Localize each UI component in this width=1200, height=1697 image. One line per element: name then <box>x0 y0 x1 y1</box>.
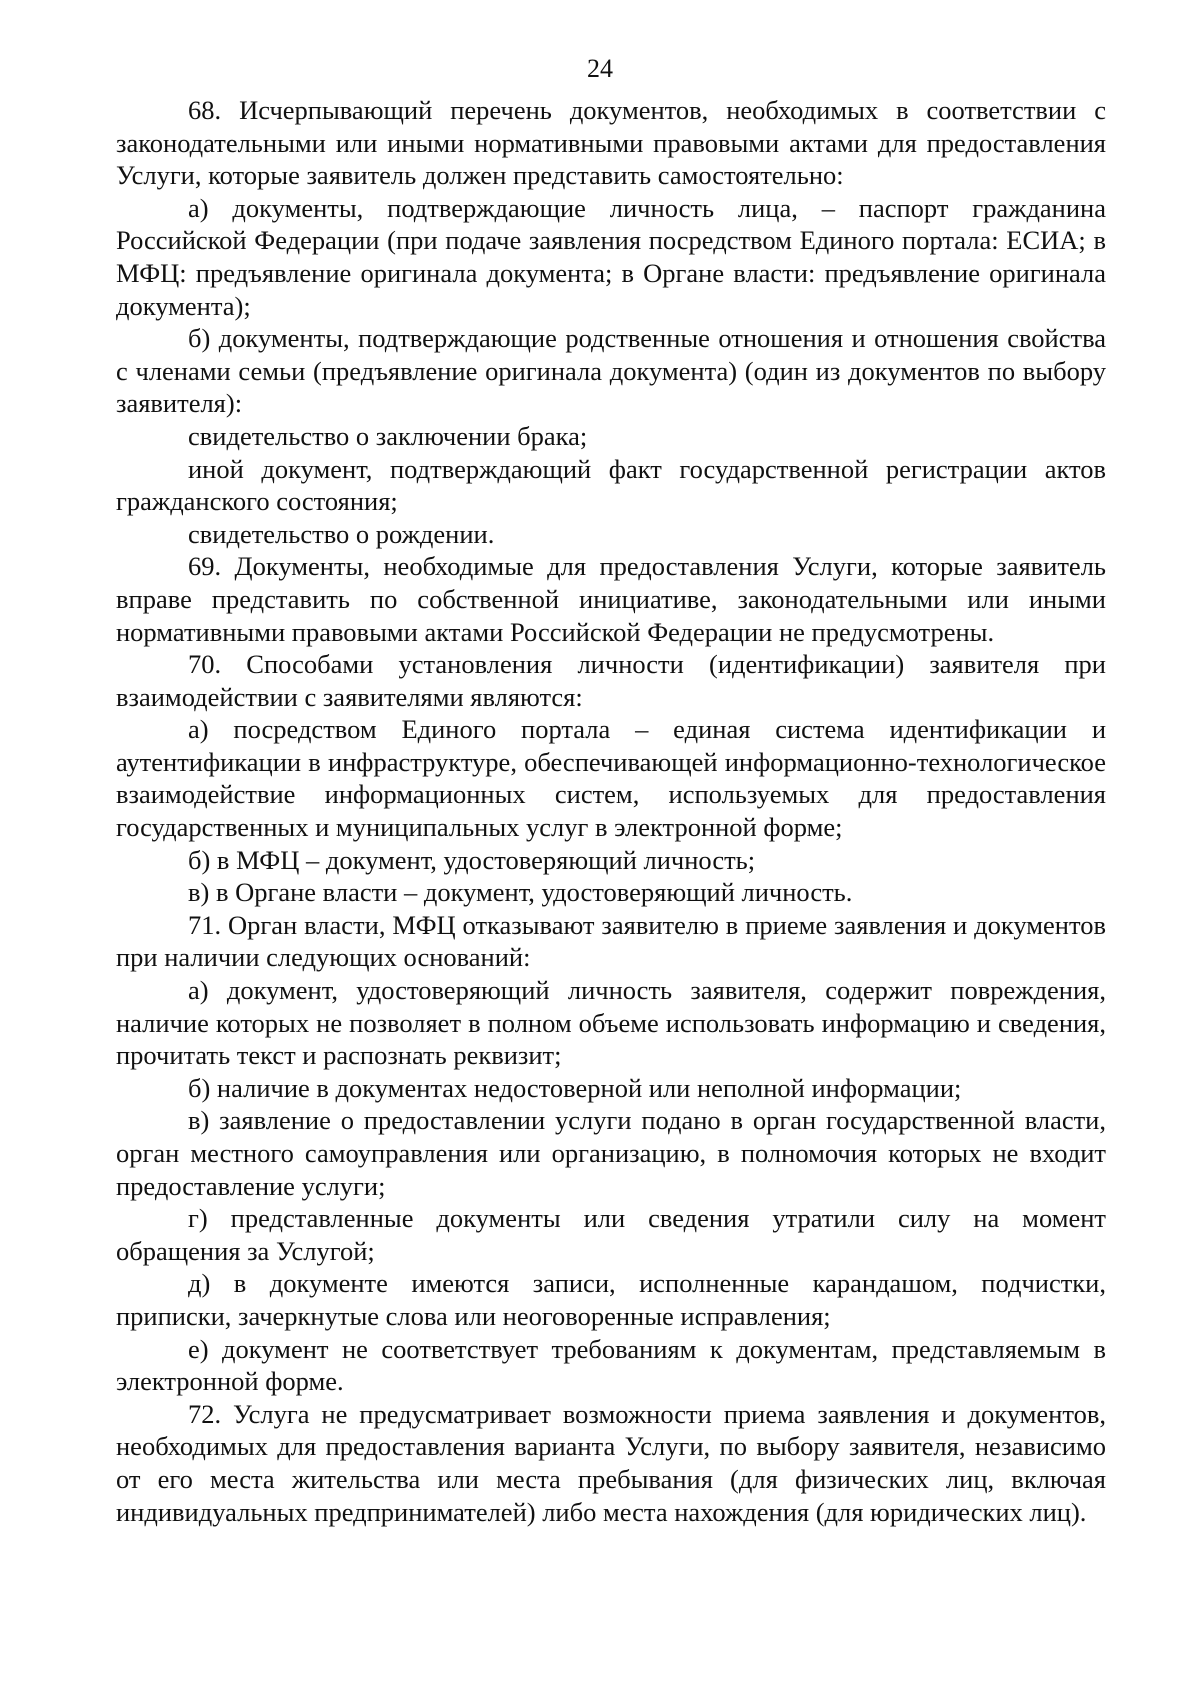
paragraph-71-d: д) в документе имеются записи, исполненные карандашом, подчистки, приписки, зачеркнутые слова или неоговоренные исправления; <box>116 1268 1106 1331</box>
paragraph-71-a: а) документ, удостоверяющий личность заявителя, содержит повреждения, наличие которых не позволяет в полном объеме использовать информацию и сведения, прочитать текст и распознать реквизит; <box>116 975 1106 1071</box>
paragraph-71-b: б) наличие в документах недостоверной или неполной информации; <box>188 1072 962 1103</box>
paragraph-70-a: а) посредством Единого портала – единая система идентификации и аутентификации в инфраструктуре, обеспечивающей информационно-технологическое взаимодействие информационных систем, используемых для предоставления государственных и муниципальных услуг в электронной форме; <box>116 714 1106 843</box>
paragraph-70-b: б) в МФЦ – документ, удостоверяющий личность; <box>188 844 756 875</box>
paragraph-71-v: в) заявление о предоставлении услуги подано в орган государственной власти, орган местного самоуправления или организацию, в полномочия которых не входит предоставление услуги; <box>116 1105 1106 1201</box>
paragraph-68-b: б) документы, подтверждающие родственные отношения и отношения свойства с членами семьи (предъявление оригинала документа) (один из документов по выбору заявителя): <box>116 323 1106 419</box>
page-number: 24 <box>587 54 613 83</box>
paragraph-69: 69. Документы, необходимые для предоставления Услуги, которые заявитель вправе представить по собственной инициативе, законодательными или иными нормативными правовыми актами Российской Федерации не предусмотрены. <box>116 551 1106 647</box>
paragraph-71-e: е) документ не соответствует требованиям к документам, представляемым в электронной форме. <box>116 1333 1106 1397</box>
paragraph-70-v: в) в Органе власти – документ, удостоверяющий личность. <box>188 877 853 908</box>
paragraph-71: 71. Орган власти, МФЦ отказывают заявителю в приеме заявления и документов при наличии следующих оснований: <box>116 909 1106 973</box>
list-item-birth-certificate: свидетельство о рождении. <box>188 518 495 549</box>
paragraph-70: 70. Способами установления личности (идентификации) заявителя при взаимодействии с заявителями являются: <box>116 649 1106 712</box>
list-item-marriage-certificate: свидетельство о заключении брака; <box>188 420 588 451</box>
paragraph-72: 72. Услуга не предусматривает возможности приема заявления и документов, необходимых для предоставления варианта Услуги, по выбору заявителя, независимо от его места жительства или места пребывания (для физических лиц, включая индивидуальных предпринимателей) либо места нахождения (для юридических лиц). <box>116 1398 1106 1527</box>
list-item-civil-status-document: иной документ, подтверждающий факт государственной регистрации актов гражданского состояния; <box>116 453 1106 517</box>
document-body <box>116 94 1106 1528</box>
paragraph-71-g: г) представленные документы или сведения утратили силу на момент обращения за Услугой; <box>116 1203 1106 1266</box>
paragraph-68: 68. Исчерпывающий перечень документов, необходимых в соответствии с законодательными или иными нормативными правовыми актами для предоставления Услуги, которые заявитель должен представить самостоятельно: <box>116 95 1106 191</box>
paragraph-68-a: а) документы, подтверждающие личность лица, – паспорт гражданина Российской Федерации (при подаче заявления посредством Единого портала: ЕСИА; в МФЦ: предъявление оригинала документа; в Органе власти: предъявление оригинала документа); <box>116 192 1106 321</box>
